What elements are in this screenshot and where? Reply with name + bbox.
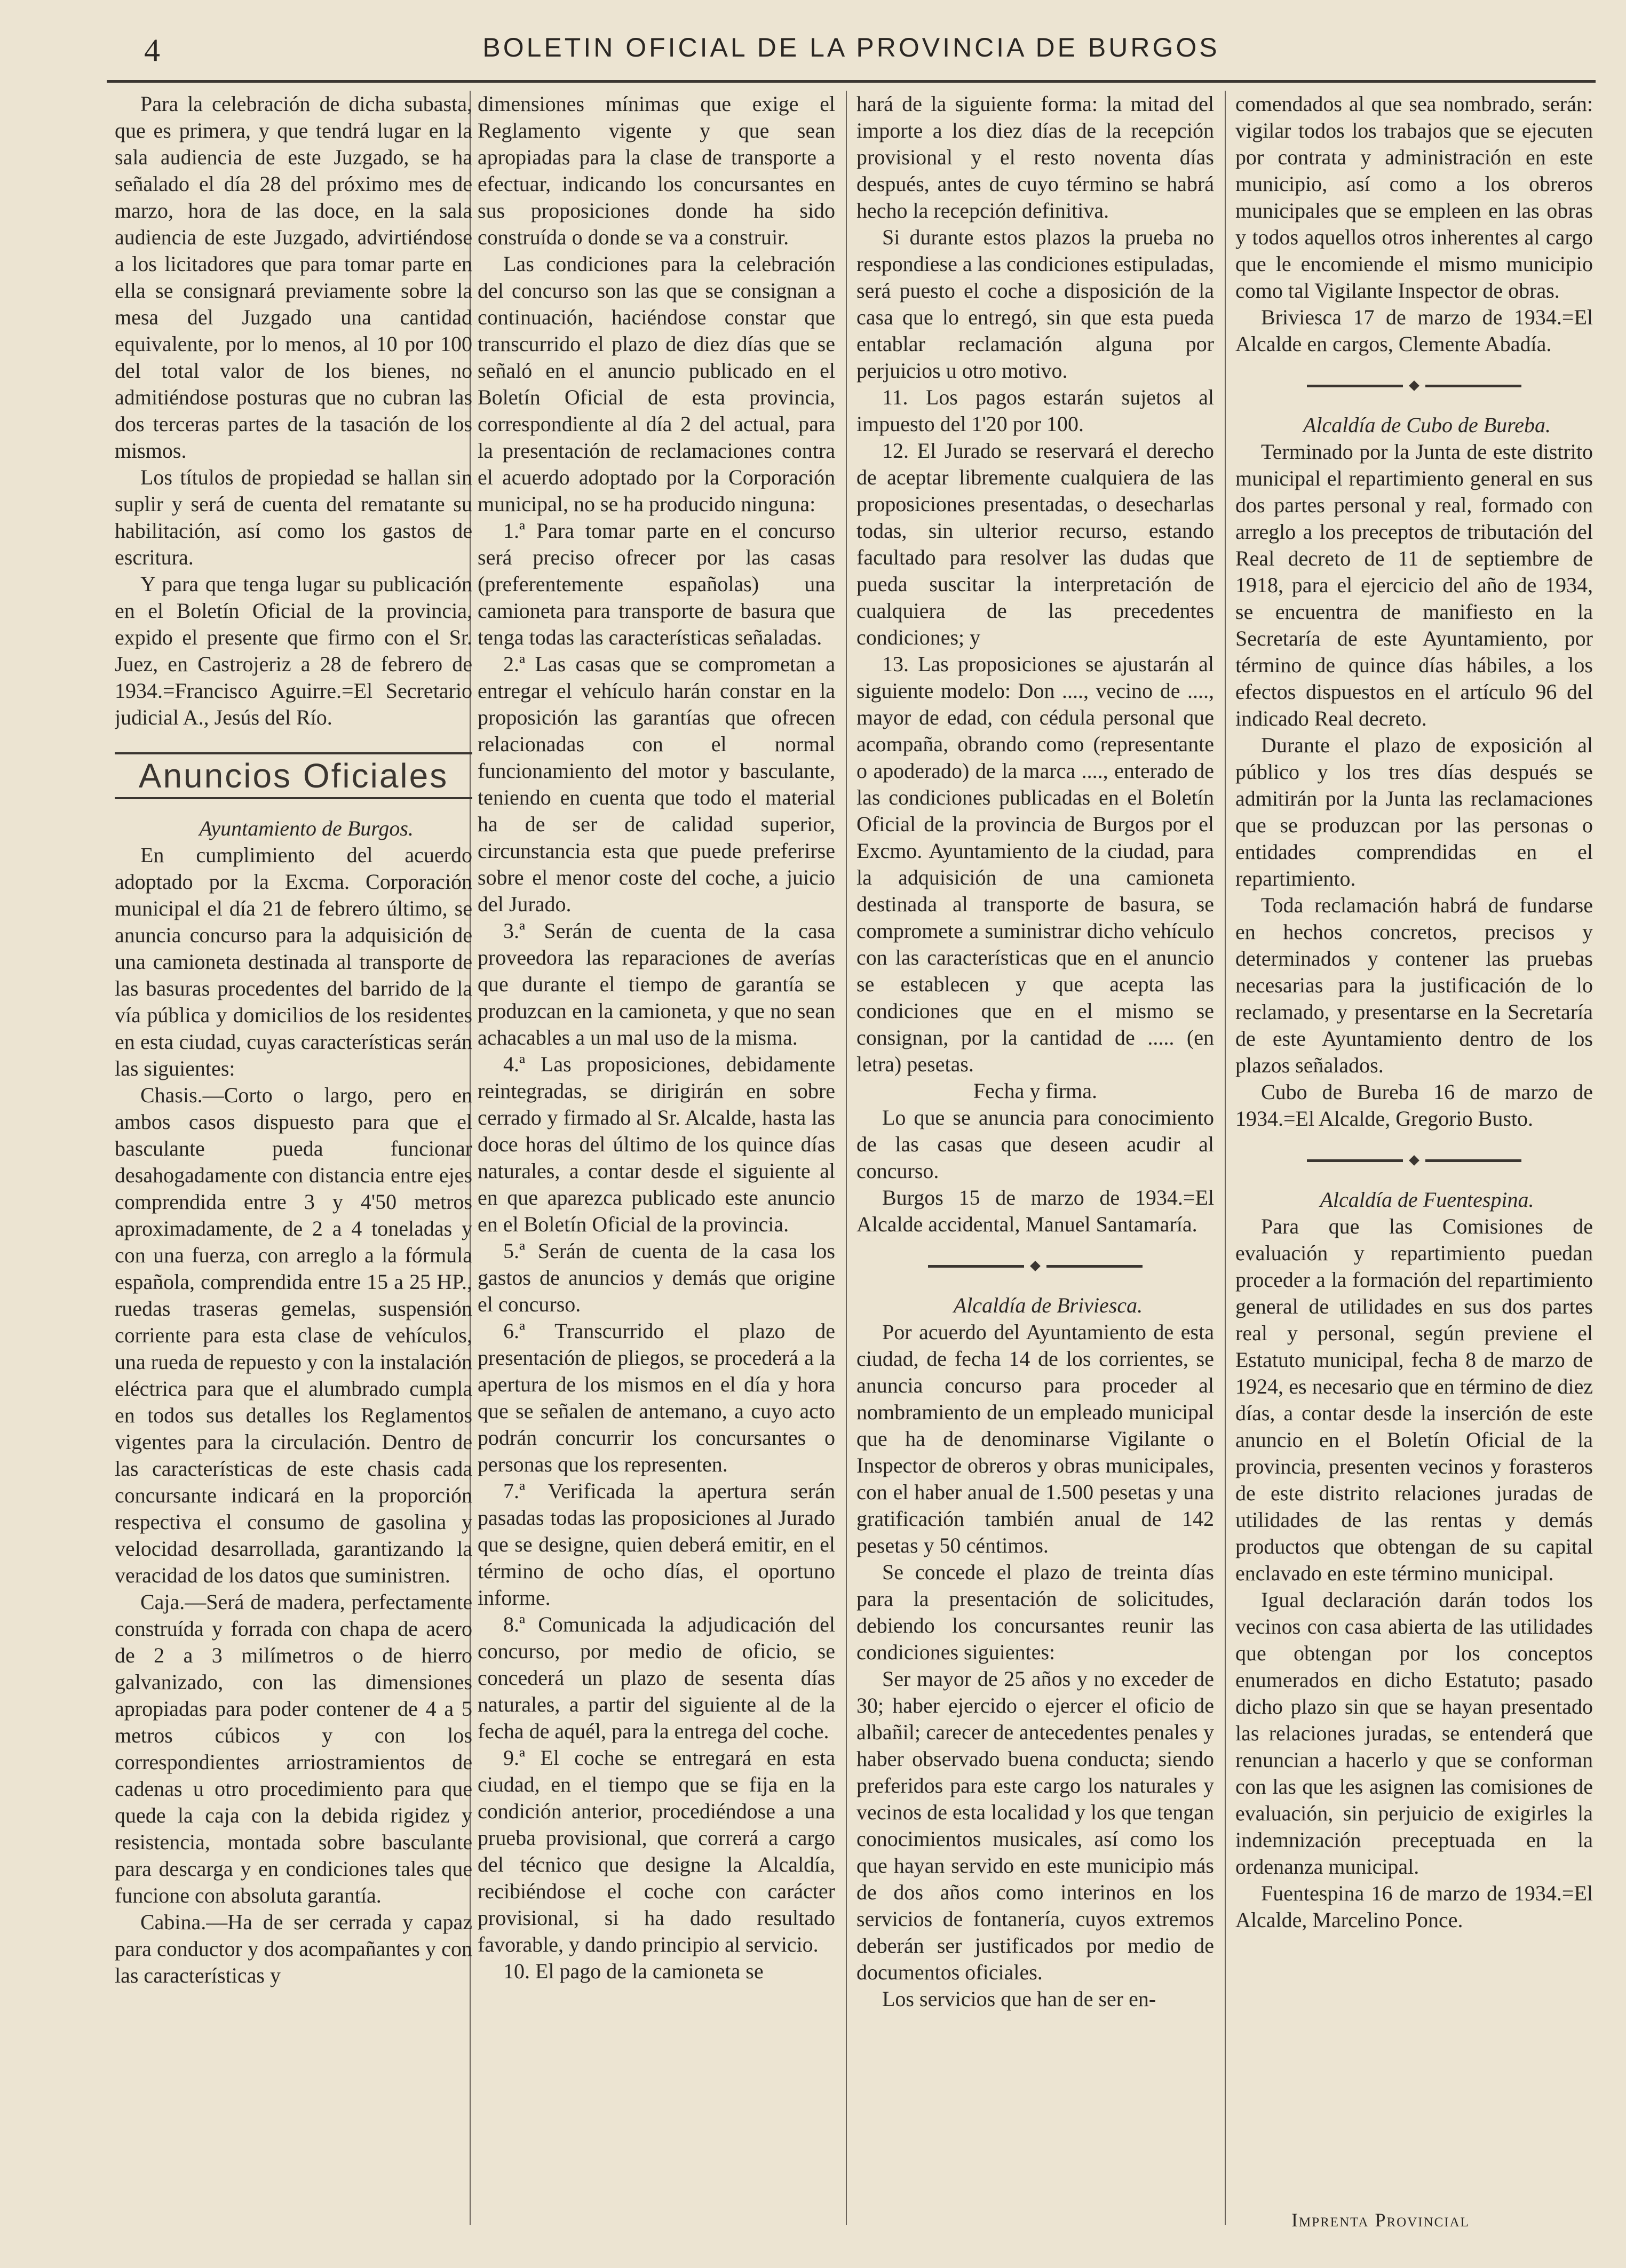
paragraph: Cabina.—Ha de ser cerrada y capaz para conductor y dos acompañantes y con las características y (115, 1910, 472, 1987)
paragraph: Chasis.—Corto o largo, pero en ambos casos dispuesto para que el basculante pueda funcionar desahogadamente con distancia entre ejes comprendida entre 3 y 4'50 metros aproximadamente, de 2 a 4 toneladas y con una fuerza, con arreglo a la fórmula española, comprendida entre 15 a 25 HP., ruedas traseras gemelas, suspensión corriente para esta clase de vehículos, una rueda de repuesto y con la instalación eléctrica para que el alumbrado cumpla en todos sus detalles los Reglamentos vigentes para la circulación. Dentro de las características de este chasis cada concursante indicará en la proporción respectiva el consumo de gasolina y velocidad desarrollada, garantizando la veracidad de los datos que suministren. (115, 1083, 472, 1587)
paragraph: Briviesca 17 de marzo de 1934.=El Alcalde en cargos, Clemente Abadía. (1235, 305, 1593, 356)
separator (856, 1252, 1214, 1278)
paragraph: 7.ª Verificada la apertura serán pasadas todas las proposiciones al Jurado que se designe, quien deberá emitir, en el término de ocho días, el oportuno informe. (478, 1479, 835, 1610)
paragraph: dimensiones mínimas que exige el Reglamento vigente y que sean apropiadas para la clase de transporte a efectuar, indicando los concursantes en sus proposiciones donde ha sido construída o donde se va a construir. (478, 92, 835, 249)
paragraph: Toda reclamación habrá de fundarse en hechos concretos, precisos y determinados y contener las pruebas necesarias para la justificación de lo reclamado, y presentarse en la Secretaría de este Ayuntamiento dentro de los plazos señalados. (1235, 893, 1593, 1077)
paragraph: 13. Las proposiciones se ajustarán al siguiente modelo: Don ...., vecino de ...., mayor de edad, con cédula personal que acompaña, obrando como (representante o apoderado) de la marca ...., enterado de las condiciones publicadas en el Boletín Oficial de la provincia de Burgos por el Excmo. Ayuntamiento de la ciudad, para la adquisición de una camioneta destinada al transporte de basura, se compromete a suministrar dicho vehículo con las características que en el anuncio se establecen y que acepta las condiciones que en el mismo se consignan, por la cantidad de ..... (en letra) pesetas. (856, 652, 1214, 1076)
paragraph: Cubo de Bureba 16 de marzo de 1934.=El Alcalde, Gregorio Busto. (1235, 1080, 1593, 1131)
page-header (107, 32, 1596, 83)
paragraph: 9.ª El coche se entregará en esta ciudad, en el tiempo que se fija en la condición anterior, procediéndose a una prueba provisional, que correrá a cargo del técnico que designe la Alcaldía, recibiéndose el coche con carácter provisional, si ha dado resultado favorable, y dando principio al servicio. (478, 1746, 835, 1956)
paragraph: Los servicios que han de ser en- (882, 1987, 1156, 2011)
subhead: Alcaldía de Fuentespina. (1320, 1188, 1534, 1212)
paragraph: Durante el plazo de exposición al público y los tres días después se admitirán por la Junta las reclamaciones que se produzcan por las personas o entidades comprendidas en el repartimiento. (1235, 733, 1593, 890)
page-number: 4 (144, 33, 160, 68)
publication-title: BOLETIN OFICIAL DE LA PROVINCIA DE BURGOS (482, 33, 1220, 62)
column-1 (115, 91, 472, 2225)
paragraph: Las condiciones para la celebración del concurso son las que se consignan a continuación, haciéndose constar que transcurrido el plazo de diez días que se señaló en el anuncio publicado en el Boletín Oficial de esta provincia, correspondiente al día 2 del actual, para la presentación de reclamaciones contra el acuerdo adoptado por la Corporación municipal, no se ha producido ninguna: (478, 252, 835, 516)
paragraph: Burgos 15 de marzo de 1934.=El Alcalde accidental, Manuel Santamaría. (856, 1185, 1214, 1236)
paragraph: Por acuerdo del Ayuntamiento de esta ciudad, de fecha 14 de los corrientes, se anuncia concurso para proceder al nombramiento de un empleado municipal que ha de denominarse Vigilante o Inspector de obreros y obras municipales, con el haber anual de 1.500 pesetas y una gratificación también anual de 142 pesetas y 50 céntimos. (856, 1320, 1214, 1557)
paragraph: Lo que se anuncia para conocimiento de las casas que deseen acudir al concurso. (856, 1105, 1214, 1183)
printer-imprint: Imprenta Provincial (1291, 2209, 1470, 2231)
paragraph: Terminado por la Junta de este distrito municipal el repartimiento general en sus dos partes personal y real, formado con arreglo a los preceptos de tributación del Real decreto de 11 de septiembre de 1918, para el ejercicio del año de 1934, se encuentra de manifiesto en la Secretaría de este Ayuntamiento, por término de quince días hábiles, a los efectos dispuestos en el artículo 96 del indicado Real decreto. (1235, 440, 1593, 730)
paragraph: comendados al que sea nombrado, serán: vigilar todos los trabajos que se ejecuten por contrata y administración en este municipio, así como a los obreros municipales que se empleen en las obras y todos aquellos otros inherentes al cargo que le encomiende el mismo municipio como tal Vigilante Inspector de obras. (1235, 92, 1593, 303)
paragraph: Si durante estos plazos la prueba no respondiese a las condiciones estipuladas, será puesto el coche a disposición de la casa que lo entregó, sin que esta pueda entablar reclamación alguna por perjuicios u otro motivo. (856, 225, 1214, 383)
paragraph: 2.ª Las casas que se comprometan a entregar el vehículo harán constar en la proposición las garantías que ofrecen relacionadas con el normal funcionamiento del motor y basculante, teniendo en cuenta que todo el material ha de ser de calidad superior, circunstancia esta que puede preferirse sobre el menor coste del coche, a juicio del Jurado. (478, 652, 835, 916)
separator (1235, 1146, 1593, 1173)
separator (1235, 371, 1593, 398)
column-3 (856, 91, 1214, 2225)
paragraph: Para la celebración de dicha subasta, que es primera, y que tendrá lugar en la sala audiencia de este Juzgado, se ha señalado el día 28 del próximo mes de marzo, hora de las doce, en la sala audiencia de este Juzgado, advirtiéndose a los licitadores que para tomar parte en ella se consignará previamente sobre la mesa del Juzgado una cantidad equivalente, por lo menos, al 10 por 100 del total valor de los bienes, no admitiéndose posturas que no cubran las dos terceras partes de la tasación de los mismos. (115, 92, 472, 463)
paragraph: Para que las Comisiones de evaluación y repartimiento puedan proceder a la formación del repartimiento general de utilidades en sus dos partes real y personal, según previene el Estatuto municipal, fecha 8 de marzo de 1924, es necesario que en término de diez días, a contar desde la inserción de este anuncio en el Boletín Oficial de la provincia, presenten vecinos y forasteros de este distrito relaciones juradas de utilidades de las rentas y demás productos que obtengan de su capital enclavado en este término municipal. (1235, 1214, 1593, 1585)
paragraph: Fuentespina 16 de marzo de 1934.=El Alcalde, Marcelino Ponce. (1235, 1881, 1593, 1932)
paragraph: 8.ª Comunicada la adjudicación del concurso, por medio de oficio, se concederá un plazo de sesenta días naturales, a partir del siguiente al de la fecha de aquél, para la entrega del coche. (478, 1612, 835, 1743)
subhead: Ayuntamiento de Burgos. (199, 816, 414, 840)
paragraph: 1.ª Para tomar parte en el concurso será preciso ofrecer por las casas (preferentemente españolas) una camioneta para transporte de basura que tenga todas las características señaladas. (478, 519, 835, 649)
paragraph: Los títulos de propiedad se hallan sin suplir y será de cuenta del rematante su habilitación, así como los gastos de escritura. (115, 465, 472, 569)
column-4 (1235, 91, 1593, 2225)
subhead: Alcaldía de Cubo de Bureba. (1303, 413, 1551, 437)
column-rule (1225, 91, 1226, 2225)
section-title: Anuncios Oficiales (115, 752, 472, 799)
signature-line: Fecha y firma. (973, 1079, 1098, 1103)
paragraph: Y para que tenga lugar su publicación en el Boletín Oficial de la provincia, expido el presente que firmo con el Sr. Juez, en Castrojeriz a 28 de febrero de 1934.=Francisco Aguirre.=El Secretario judicial A., Jesús del Río. (115, 572, 472, 729)
paragraph: 6.ª Transcurrido el plazo de presentación de pliegos, se procederá a la apertura de los mismos en el día y hora que se señalen de antemano, a cuyo acto podrán concurrir los concursantes o personas que los representen. (478, 1319, 835, 1476)
paragraph: Ser mayor de 25 años y no exceder de 30; haber ejercido o ejercer el oficio de albañil; carecer de antecedentes penales y haber observado buena conducta; siendo preferidos para este cargo los naturales y vecinos de esta localidad y los que tengan conocimientos musicales, así como los que hayan servido en este municipio más de dos años como interinos en los servicios de fontanería, cuyos extremos deberán ser justificados por medio de documentos oficiales. (856, 1667, 1214, 1984)
paragraph: Se concede el plazo de treinta días para la presentación de solicitudes, debiendo los concursantes reunir las condiciones siguientes: (856, 1560, 1214, 1664)
subhead: Alcaldía de Briviesca. (953, 1293, 1143, 1317)
paragraph: 5.ª Serán de cuenta de la casa los gastos de anuncios y demás que origine el concurso. (478, 1239, 835, 1316)
paragraph: hará de la siguiente forma: la mitad del importe a los diez días de la recepción provisional y el resto noventa días después, antes de cuyo término se habrá hecho la recepción definitiva. (856, 92, 1214, 222)
paragraph: 11. Los pagos estarán sujetos al impuesto del 1'20 por 100. (856, 385, 1214, 436)
column-2 (478, 91, 835, 2225)
paragraph: En cumplimiento del acuerdo adoptado por la Excma. Corporación municipal el día 21 de febrero último, se anuncia concurso para la adquisición de una camioneta destinada al transporte de las basuras procedentes del barrido de la vía pública y domicilios de los residentes en esta ciudad, cuyas características serán las siguientes: (115, 843, 472, 1080)
paragraph: Igual declaración darán todos los vecinos con casa abierta de las utilidades que obtengan por los conceptos enumerados en dicho Estatuto; pasado dicho plazo sin que se hayan presentado las relaciones juradas, se entenderá que renuncian a hacerlo y que se conforman con las que les asignen las comisiones de evaluación, sin perjuicio de exigirles la indemnización preceptuada en la ordenanza municipal. (1235, 1588, 1593, 1879)
paragraph: 3.ª Serán de cuenta de la casa proveedora las reparaciones de averías que durante el tiempo de garantía se produzcan en la camioneta, y que no sean achacables a un mal uso de la misma. (478, 919, 835, 1049)
column-rule (846, 91, 847, 2225)
paragraph: 4.ª Las proposiciones, debidamente reintegradas, se dirigirán en sobre cerrado y firmado al Sr. Alcalde, hasta las doce horas del último de los quince días naturales, a contar desde el siguiente al en que aparezca publicado este anuncio en el Boletín Oficial de la provincia. (478, 1052, 835, 1236)
paragraph: 10. El pago de la camioneta se (503, 1959, 764, 1983)
paragraph: 12. El Jurado se reservará el derecho de aceptar libremente cualquiera de las proposiciones presentadas, o desecharlas todas, sin ulterior recurso, estando facultado para resolver las dudas que pueda suscitar la interpretación de cualquiera de las precedentes condiciones; y (856, 439, 1214, 649)
paragraph: Caja.—Será de madera, perfectamente construída y forrada con chapa de acero de 2 a 3 milímetros o de hierro galvanizado, con las dimensiones apropiadas para poder contener de 4 a 5 metros cúbicos y con los correspondientes arriostramientos de cadenas u otro procedimiento para que quede la caja con la debida rigidez y resistencia, montada sobre basculante para descarga y en condiciones tales que funcione con absoluta garantía. (115, 1590, 472, 1907)
